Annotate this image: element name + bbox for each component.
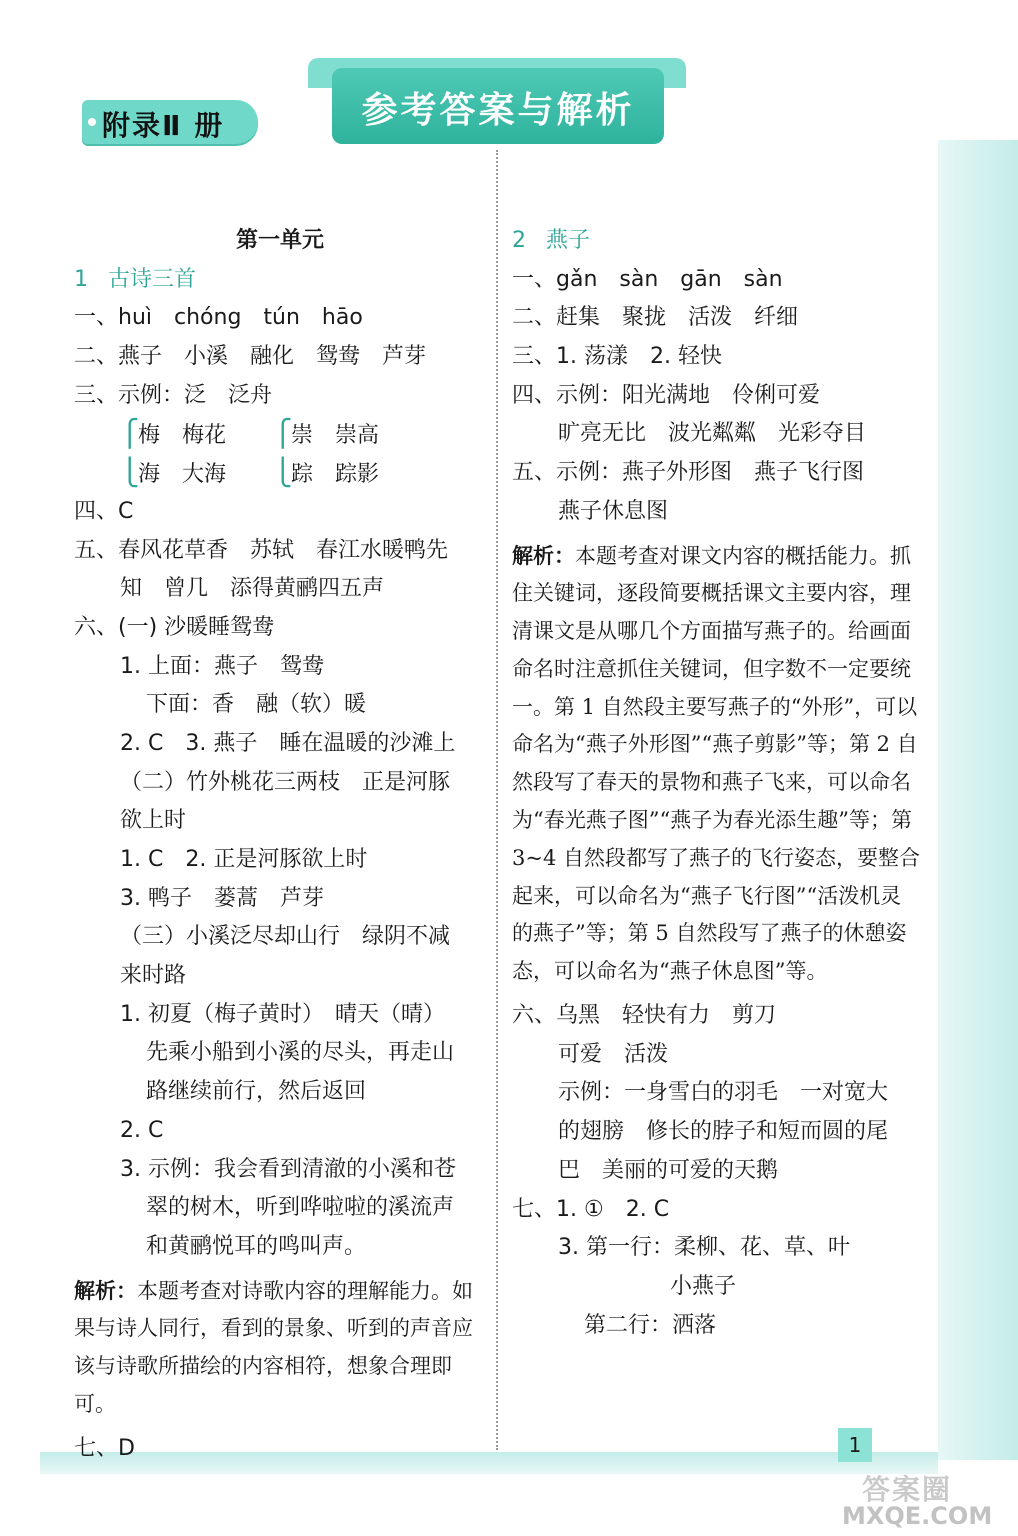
answer-line: 六、(一) 沙暖睡鸳鸯 (74, 614, 275, 640)
answer-line: 路继续前行，然后返回 (146, 1079, 367, 1105)
analysis-label: 解析： (74, 1278, 137, 1303)
answer-line: 一、huì chóng tún hāo (74, 305, 363, 331)
answer-line: 小燕子 (670, 1273, 737, 1299)
answer-line: 六、乌黑 轻快有力 剪刀 (512, 1003, 777, 1029)
brace-icon: ⎧ (273, 419, 293, 450)
answer-line: 三、1. 荡漾 2. 轻快 (512, 344, 722, 370)
dot-icon (88, 118, 96, 126)
answer-line: 2. C 3. 燕子 睡在温暖的沙滩上 (120, 730, 456, 756)
answer-line: 五、示例：燕子外形图 燕子飞行图 (512, 460, 865, 486)
answer-line: 和黄鹂悦耳的鸣叫声。 (146, 1233, 367, 1259)
left-column (74, 222, 486, 1468)
brace-icon: ⎩ (120, 458, 140, 489)
answer-line: 可爱 活泼 (558, 1041, 669, 1067)
brace-icon: ⎩ (273, 458, 293, 489)
answer-line: 二、燕子 小溪 融化 鸳鸯 芦芽 (74, 344, 427, 370)
lesson-title (512, 222, 922, 261)
answer-line: 四、C (74, 498, 134, 524)
analysis-text: 本题考查对课文内容的概括能力。抓住关键词，逐段简要概括课文主要内容，理清课文是从哪几个方面描写燕子的。给画面命名时注意抓住关键词，但字数不一定要统一。第 1 自然段主要写燕子的“外形”，可以命名为“燕子外形图”“燕子剪影”等；第 2 自然段写了春天的景物和燕子飞来，可以命名为“春光燕子图”“燕子为春光添生趣”等；第 3~4 自然段都写了燕子的飞行姿态，要整合起来，可以命名为“燕子飞行图”“活泼机灵的燕子”等；第 5 自然段写了燕子的休憩姿态，可以命名为“燕子休息图”等。 (512, 543, 920, 984)
answer-line: 燕子休息图 (558, 498, 669, 524)
lesson-name: 古诗三首 (108, 266, 197, 292)
answer-line: 下面：香 融（软）暖 (146, 692, 367, 718)
answer-line: 七、1. ① 2. C (512, 1196, 670, 1222)
lesson-title (74, 261, 486, 300)
answer-line: 3. 第一行：柔柳、花、草、叶 (558, 1235, 850, 1261)
answer-line: 1. 初夏（梅子黄时） 晴天（晴） (120, 1001, 445, 1027)
brace-group (74, 415, 486, 454)
answer-line: 第二行：洒落 (584, 1312, 717, 1338)
brace-item: 崇 崇高 (291, 423, 380, 449)
answer-line: 示例：一身雪白的羽毛 一对宽大 (558, 1080, 889, 1106)
lesson-number: 2 (512, 228, 526, 253)
answer-line: 3. 示例：我会看到清澈的小溪和苍 (120, 1156, 456, 1182)
answer-line: 一、gǎn sàn gān sàn (512, 266, 783, 292)
page-title-box (332, 68, 664, 144)
answer-line: 1. C 2. 正是河豚欲上时 (120, 847, 368, 872)
answer-line: 旷亮无比 波光粼粼 光彩夺目 (558, 421, 867, 447)
answer-line: （三）小溪泛尽却山行 绿阴不减 (120, 924, 451, 950)
unit-heading: 第一单元 (235, 228, 324, 253)
answer-line: 的翅膀 修长的脖子和短而圆的尾 (558, 1119, 889, 1145)
watermark-url: MXQE.COM (842, 1502, 993, 1530)
answer-line: 四、示例：阳光满地 伶俐可爱 (512, 382, 821, 408)
right-decor-band (938, 140, 1018, 1460)
brace-item: 踪 踪影 (291, 462, 380, 488)
answer-line: 巴 美丽的可爱的天鹅 (558, 1157, 779, 1183)
answer-line: 欲上时 (120, 808, 187, 834)
answer-line: 来时路 (120, 963, 187, 989)
brace-group (74, 454, 486, 493)
answer-line: 二、赶集 聚拢 活泼 纤细 (512, 305, 799, 331)
answer-line: 七、D (74, 1435, 135, 1461)
answer-line: 2. C (120, 1117, 164, 1143)
analysis-paragraph (512, 538, 922, 992)
page-number: 1 (838, 1428, 872, 1462)
answer-line: 知 曾几 添得黄鹂四五声 (120, 576, 385, 602)
lesson-name: 燕子 (546, 228, 591, 253)
answer-line: （二）竹外桃花三两枝 正是河豚 (120, 769, 451, 795)
analysis-paragraph (74, 1273, 486, 1424)
answer-line: 先乘小船到小溪的尽头，再走山 (146, 1040, 455, 1066)
right-column (512, 222, 922, 1345)
brace-icon: ⎧ (120, 419, 140, 450)
answer-line: 1. 上面：燕子 鸳鸯 (120, 653, 324, 679)
analysis-label: 解析： (512, 543, 575, 568)
answer-line: 翠的树木，听到哗啦啦的溪流声 (146, 1195, 455, 1221)
watermark-logo: 答案圈 (862, 1473, 953, 1506)
brace-item: 梅 梅花 (138, 423, 227, 449)
answer-line: 3. 鸭子 蒌蒿 芦芽 (120, 885, 324, 911)
page-title: 参考答案与解析 (361, 90, 635, 131)
answer-line: 三、示例：泛 泛舟 (74, 382, 273, 408)
brace-item: 海 大海 (138, 462, 227, 488)
appendix-label: 附录Ⅱ 册 (102, 109, 225, 142)
column-divider (496, 150, 498, 1450)
answer-line: 五、春风花草香 苏轼 春江水暖鸭先 (74, 537, 449, 563)
analysis-text: 本题考查对诗歌内容的理解能力。如果与诗人同行，看到的景象、听到的声音应该与诗歌所描绘的内容相符，想象合理即可。 (74, 1278, 473, 1416)
lesson-number: 1 (74, 266, 88, 292)
